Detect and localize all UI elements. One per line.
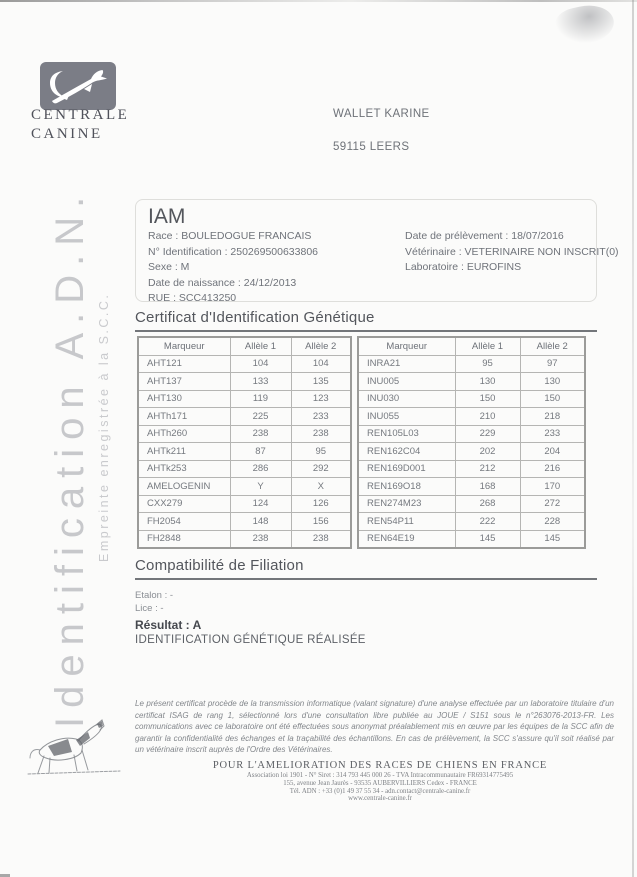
filiation-parent-fields [135, 589, 173, 615]
marker-table-left [137, 336, 352, 549]
field-line: RUE : SCC413250 [148, 292, 237, 305]
allele-cell: 218 [520, 408, 585, 426]
allele-cell: 222 [455, 513, 520, 531]
allele-cell: 202 [455, 443, 520, 461]
field-line: Laboratoire : EUROFINS [405, 261, 522, 274]
allele-cell: 123 [291, 390, 351, 408]
filiation-result-detail: IDENTIFICATION GÉNÉTIQUE RÉALISÉE [135, 634, 366, 646]
allele-cell: 135 [291, 373, 351, 391]
iam-title: IAM [148, 205, 186, 228]
table-row [358, 460, 585, 478]
marker-table-right [357, 336, 586, 549]
allele-cell: 133 [230, 373, 291, 391]
footer-block [140, 760, 620, 803]
table-row [138, 443, 351, 461]
allele-cell: 145 [520, 530, 585, 548]
marker-cell: CXX279 [138, 495, 230, 513]
marker-cell: INRA21 [358, 355, 455, 373]
table-row [138, 460, 351, 478]
allele-cell: 228 [520, 513, 585, 531]
legal-disclaimer: Le présent certificat procède de la transmission informatique (valant signature) d'une analyse effectuée par un laboratoire titulaire d'un certificat ISAG de rang 1, sélectionné lors d'une consultation libre publiée au JOUE / S151 sous le n°263076-2013-FR. Les communications avec ce laboratoire ont été effectuées sous anonymat préalablement mis en œuvre par les équipes de la SCC afin de garantir la confidentialité des échanges et la traçabilité des échantillons. En cas de prélèvement, la SCC s'assure qu'il soit réalisé par un vétérinaire inscrit auprès de l'Ordre des Vétérinaires. [135, 699, 614, 755]
allele-cell: 150 [455, 390, 520, 408]
table-row [138, 355, 351, 373]
field-line: N° Identification : 250269500633806 [148, 245, 318, 258]
marker-cell: AHTh171 [138, 408, 230, 426]
column-header-marqueur: Marqueur [138, 337, 230, 355]
marker-cell: AHTk253 [138, 460, 230, 478]
scan-artifact-smudge [553, 0, 618, 49]
footer-website: www.centrale-canine.fr [348, 795, 412, 803]
allele-cell: 170 [520, 478, 585, 496]
field-line: Date de naissance : 24/12/2013 [148, 276, 297, 289]
recipient-postal-city: 59115 LEERS [333, 141, 410, 153]
marker-cell: AHT137 [138, 373, 230, 391]
scan-artifact-right-edge [632, 0, 634, 877]
filiation-result: Résultat : A [135, 618, 202, 632]
allele-cell: 238 [291, 530, 351, 548]
allele-cell: 233 [291, 408, 351, 426]
column-header-allele2: Allèle 2 [291, 337, 351, 355]
marker-cell: AMELOGENIN [138, 478, 230, 496]
allele-cell: 150 [520, 390, 585, 408]
allele-cell: 145 [455, 530, 520, 548]
marker-cell: FH2848 [138, 530, 230, 548]
recipient-name: WALLET KARINE [333, 108, 430, 120]
marker-cell: FH2054 [138, 513, 230, 531]
table-row [358, 513, 585, 531]
brand-wordmark [31, 106, 141, 144]
marker-cell: REN274M23 [358, 495, 455, 513]
field-line: Date de prélèvement : 18/07/2016 [405, 230, 564, 242]
watermark-identification-adn: Identification A.D.N. [48, 187, 92, 728]
column-header-marqueur: Marqueur [358, 337, 455, 355]
allele-cell: 87 [230, 443, 291, 461]
iam-sample-fields [405, 229, 619, 276]
allele-cell: 216 [520, 460, 585, 478]
table-row [358, 530, 585, 548]
table-header-row [138, 337, 351, 355]
allele-cell: 119 [230, 390, 291, 408]
table-row [358, 373, 585, 391]
marker-cell: INU005 [358, 373, 455, 391]
field-line: Vétérinaire : VETERINAIRE NON INSCRIT(0) [405, 245, 619, 258]
section-filiation [135, 557, 597, 580]
table-row [138, 513, 351, 531]
marker-cell: REN64E19 [358, 530, 455, 548]
allele-cell: 168 [455, 478, 520, 496]
table-header-row [358, 337, 585, 355]
allele-cell: 210 [455, 408, 520, 426]
allele-cell: 124 [230, 495, 291, 513]
genetic-certificate-title: Certificat d'Identification Génétique [135, 309, 375, 326]
brand-wordmark-line1: CENTRALE [31, 107, 130, 123]
table-row [358, 408, 585, 426]
marker-cell: AHT121 [138, 355, 230, 373]
marker-cell: REN169D001 [358, 460, 455, 478]
footer-contact-line: Tél. ADN : +33 (0)1 49 37 55 34 - adn.contact@centrale-canine.fr [289, 787, 471, 795]
field-line: Sexe : M [148, 261, 190, 274]
allele-cell: 272 [520, 495, 585, 513]
table-row [358, 390, 585, 408]
footer-address-line: 155, avenue Jean Jaurès - 93535 AUBERVILLIERS Cedex - FRANCE [283, 779, 477, 787]
allele-cell: 95 [291, 443, 351, 461]
footer-siret-line: Association loi 1901 - N° Siret : 314 793 445 000 26 - TVA Intracommunautaire FR69314775495 [246, 772, 514, 779]
allele-cell: 104 [291, 355, 351, 373]
table-row [138, 530, 351, 548]
marker-cell: AHT130 [138, 390, 230, 408]
table-row [358, 355, 585, 373]
allele-cell: 286 [230, 460, 291, 478]
watermark-empreinte-scc: Empreinte enregistrée à la S.C.C. [97, 292, 111, 562]
field-line: Lice : - [135, 603, 164, 614]
iam-dog-fields [148, 229, 318, 307]
scan-artifact-top-edge [0, 0, 637, 2]
table-row [138, 478, 351, 496]
field-line: Etalon : - [135, 590, 174, 601]
field-line: Race : BOULEDOGUE FRANCAIS [148, 230, 312, 242]
centrale-canine-logo [40, 62, 116, 110]
column-header-allele1: Allèle 1 [230, 337, 291, 355]
allele-cell: 238 [230, 530, 291, 548]
marker-cell: REN162C04 [358, 443, 455, 461]
marker-cell: INU030 [358, 390, 455, 408]
allele-cell: 229 [455, 425, 520, 443]
allele-cell: Y [230, 478, 291, 496]
allele-cell: 292 [291, 460, 351, 478]
allele-cell: 268 [455, 495, 520, 513]
marker-cell: REN105L03 [358, 425, 455, 443]
allele-cell: 225 [230, 408, 291, 426]
allele-cell: 212 [455, 460, 520, 478]
table-row [138, 390, 351, 408]
allele-cell: 130 [520, 373, 585, 391]
table-row [138, 408, 351, 426]
allele-cell: 238 [230, 425, 291, 443]
table-row [358, 425, 585, 443]
allele-cell: 97 [520, 355, 585, 373]
filiation-title: Compatibilité de Filiation [135, 557, 304, 574]
dog-sketch-drawing [18, 708, 130, 792]
allele-cell: 156 [291, 513, 351, 531]
table-row [358, 495, 585, 513]
table-row [138, 425, 351, 443]
table-row [358, 443, 585, 461]
marker-cell: REN169O18 [358, 478, 455, 496]
section-rule [135, 578, 597, 580]
table-row [138, 373, 351, 391]
column-header-allele1: Allèle 1 [455, 337, 520, 355]
marker-cell: REN54P11 [358, 513, 455, 531]
marker-cell: AHTk211 [138, 443, 230, 461]
allele-cell: X [291, 478, 351, 496]
marker-cell: INU055 [358, 408, 455, 426]
section-genetic-certificate [135, 309, 597, 332]
allele-cell: 95 [455, 355, 520, 373]
brand-wordmark-line2: CANINE [31, 126, 103, 142]
footer-association-name: POUR L'AMELIORATION DES RACES DE CHIENS EN FRANCE [212, 760, 548, 771]
allele-cell: 148 [230, 513, 291, 531]
marker-cell: AHTh260 [138, 425, 230, 443]
column-header-allele2: Allèle 2 [520, 337, 585, 355]
allele-cell: 238 [291, 425, 351, 443]
allele-cell: 126 [291, 495, 351, 513]
leaping-dog-icon [40, 62, 116, 110]
section-rule [135, 330, 597, 332]
allele-cell: 233 [520, 425, 585, 443]
allele-cell: 130 [455, 373, 520, 391]
table-row [358, 478, 585, 496]
allele-cell: 104 [230, 355, 291, 373]
table-row [138, 495, 351, 513]
allele-cell: 204 [520, 443, 585, 461]
